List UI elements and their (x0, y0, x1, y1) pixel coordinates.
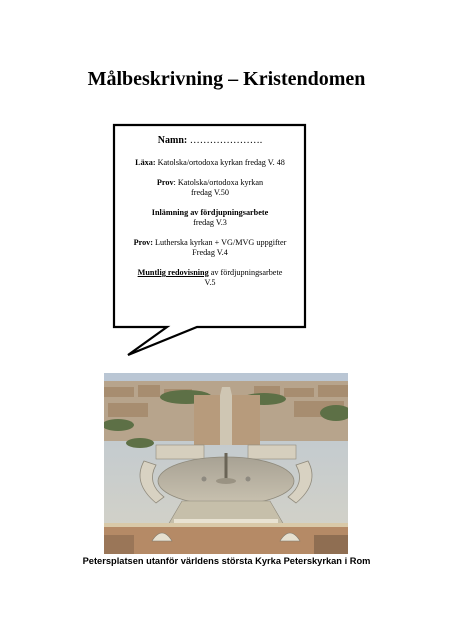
list-item (115, 268, 305, 288)
list-item (115, 208, 305, 228)
item-text-2: Fredag V.4 (192, 248, 228, 257)
photo-caption: Petersplatsen utanför världens största Kyrka Peterskyrkan i Rom (82, 556, 371, 566)
page-title: Målbeskrivning – Kristendomen (87, 68, 366, 90)
item-text-2: fredag V.3 (193, 218, 227, 227)
st-peters-square-photo (104, 373, 348, 554)
item-label: Prov: (133, 238, 153, 247)
bubble-content (115, 136, 305, 298)
list-item (115, 238, 305, 258)
item-label: Inlämning av fördjupningsarbete (151, 208, 269, 217)
name-label: Namn: (157, 135, 188, 146)
item-label: Muntlig redovisning (137, 268, 209, 277)
name-dots: …………………. (187, 135, 263, 146)
item-label: Läxa: (135, 158, 156, 167)
item-label: Prov (156, 178, 174, 187)
item-text-2: V.5 (204, 278, 216, 287)
name-field (115, 136, 305, 146)
list-item (115, 178, 305, 198)
item-text: Lutherska kyrkan + VG/MVG uppgifter (153, 238, 287, 247)
item-text: : Katolska/ortodoxa kyrkan (173, 178, 264, 187)
item-text: av fördjupningsarbete (208, 268, 283, 277)
item-text-2: fredag V.50 (191, 188, 229, 197)
item-text: Katolska/ortodoxa kyrkan fredag V. 48 (155, 158, 285, 167)
list-item (115, 158, 305, 168)
